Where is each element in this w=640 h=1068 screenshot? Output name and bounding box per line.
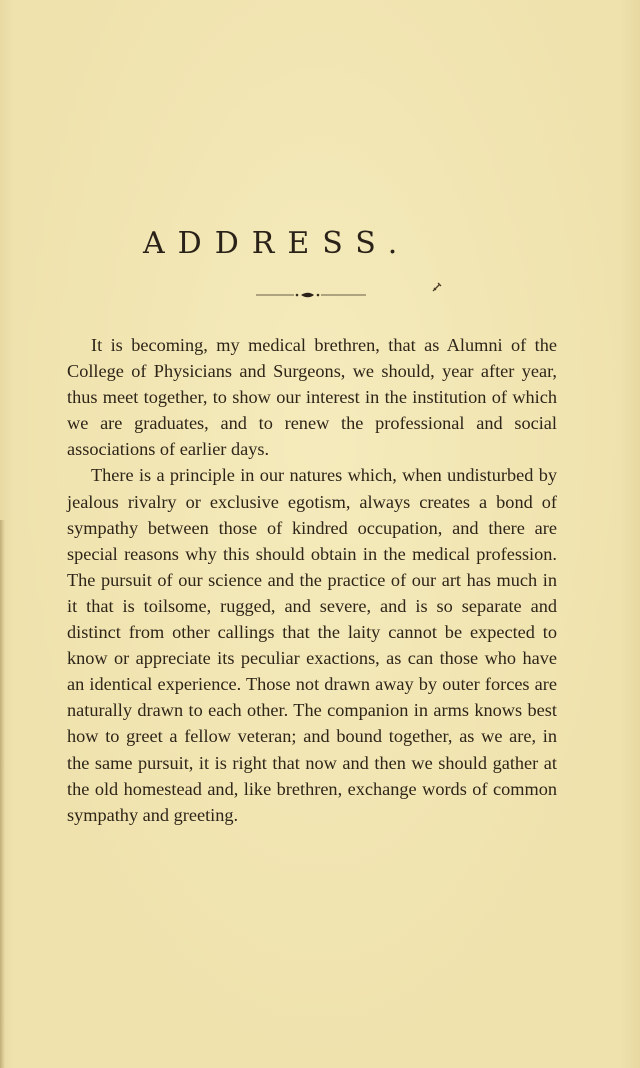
address-body	[67, 332, 557, 828]
ink-speck-mark	[430, 280, 444, 294]
paragraph-1: It is becoming, my medical brethren, that as Alumni of the College of Physicians and Surgeons, we should, year after year, thus meet together, to show our interest in the institution of which we are graduates, and to renew the professional and social associations of earlier days.	[67, 335, 557, 460]
page-edge-shadow	[0, 520, 5, 1068]
paragraph-2: There is a principle in our natures which, when undisturbed by jealous rivalry or exclusive egotism, always creates a bond of sympathy between those of kindred occupation, and there are special reasons why this should obtain in the medical profession. The pursuit of our science and the practice of our art has much in it that is toilsome, rugged, and severe, and is so separate and distinct from other callings that the laity cannot be expected to know or appreciate its peculiar exactions, as can those who have an identical experience. Those not drawn away by outer forces are naturally drawn to each other. The companion in arms knows best how to greet a fellow veteran; and bound together, as we are, in the same pursuit, it is right that now and then we should gather at the old homestead and, like brethren, exchange words of common sympathy and greeting.	[67, 465, 557, 825]
horizontal-rule-ornament-icon	[256, 288, 366, 302]
page-title: ADDRESS.	[143, 226, 411, 261]
